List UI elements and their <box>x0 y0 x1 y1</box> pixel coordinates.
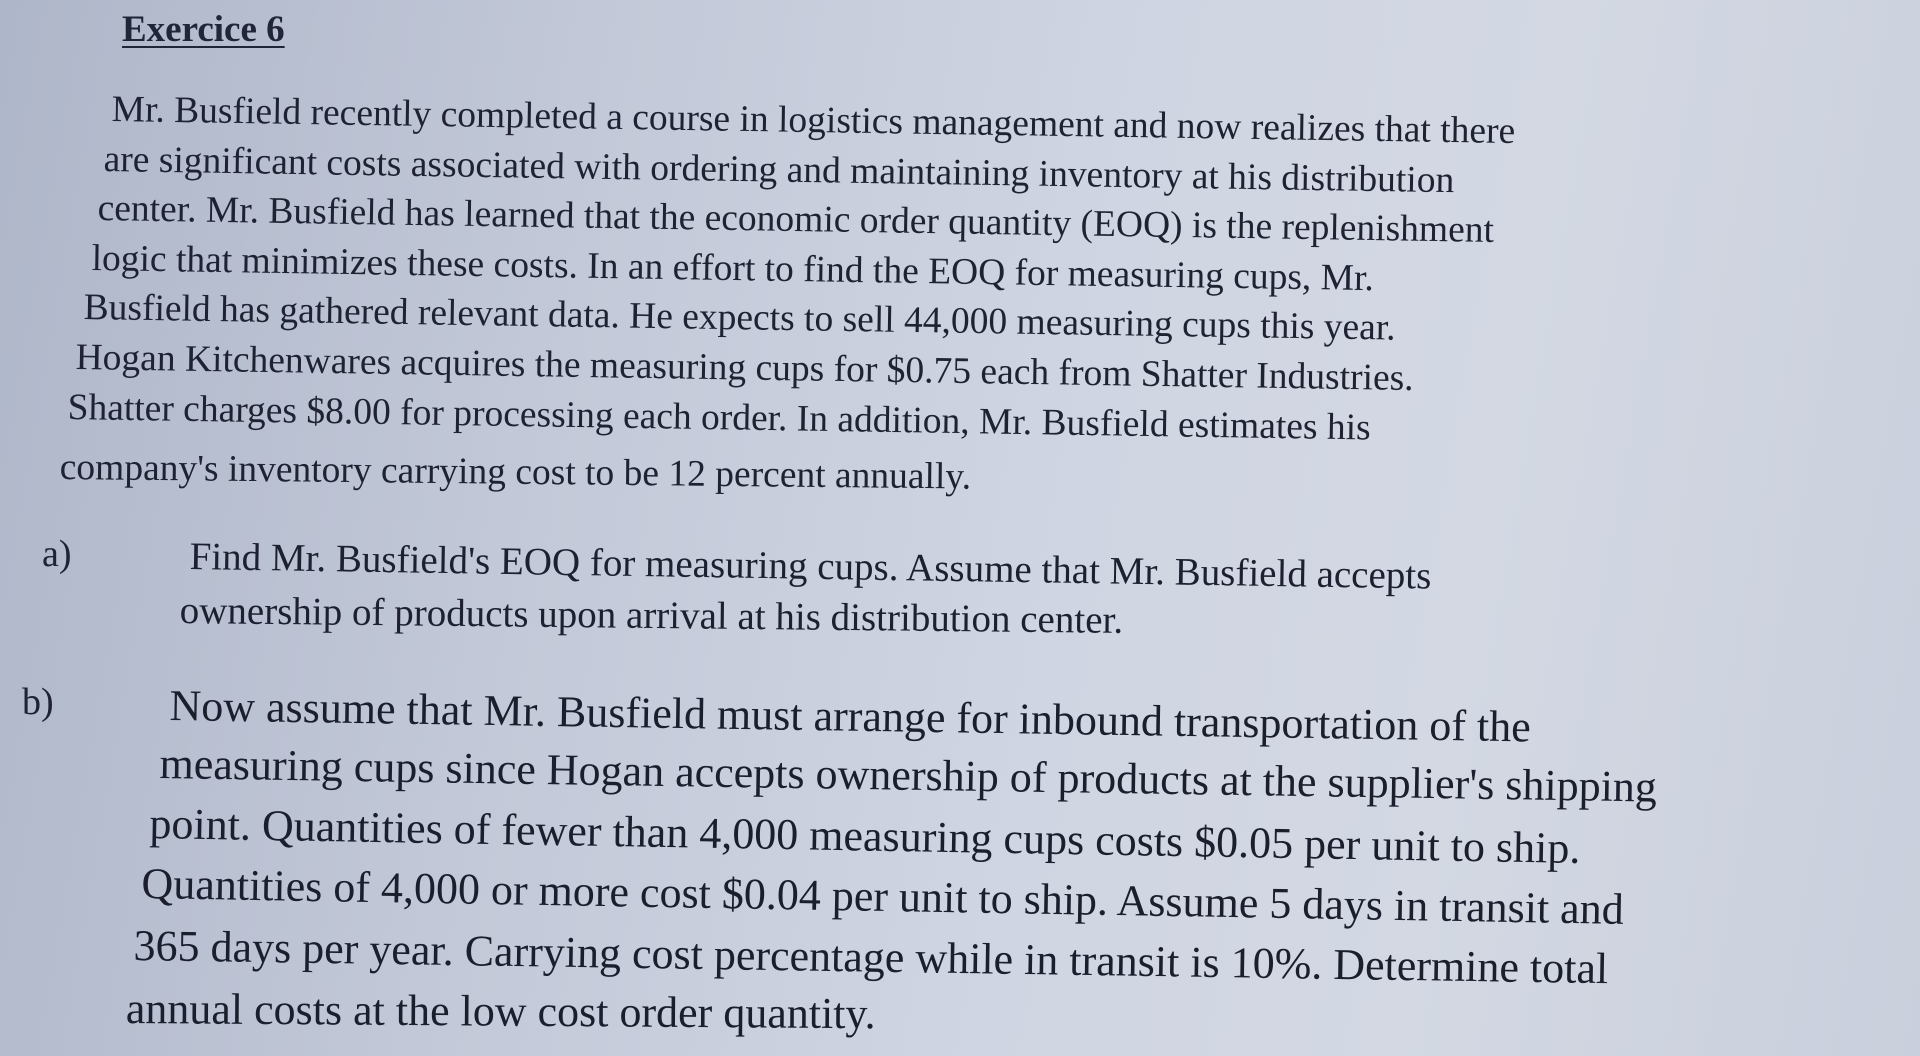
intro-line: Shatter charges $8.00 for processing each order. In addition, Mr. Busfield estimates his <box>67 386 1372 449</box>
question-b-line: 365 days per year. Carrying cost percentage while in transit is 10%. Determine total <box>133 920 1609 994</box>
question-b-line: annual costs at the low cost order quantity. <box>125 984 876 1039</box>
intro-line: center. Mr. Busfield has learned that the economic order quantity (EOQ) is the replenishment <box>97 187 1495 251</box>
exercise-title: Exercice 6 <box>122 9 285 50</box>
question-b-line: Quantities of 4,000 or more cost $0.04 per unit to ship. Assume 5 days in transit and <box>141 858 1625 934</box>
intro-line: are significant costs associated with ordering and maintaining inventory at his distribution <box>103 138 1455 202</box>
question-b-line: measuring cups since Hogan accepts ownership of products at the supplier's shipping <box>159 738 1658 812</box>
question-a-line: ownership of products upon arrival at his distribution center. <box>179 588 1124 642</box>
intro-line: logic that minimizes these costs. In an effort to find the EOQ for measuring cups, Mr. <box>91 237 1375 300</box>
intro-line: Hogan Kitchenwares acquires the measuring cups for $0.75 each from Shatter Industries. <box>75 336 1414 400</box>
question-a-line: Find Mr. Busfield's EOQ for measuring cups. Assume that Mr. Busfield accepts <box>189 534 1432 598</box>
question-b-line: Now assume that Mr. Busfield must arrange for inbound transportation of the <box>169 680 1532 752</box>
question-b-line: point. Quantities of fewer than 4,000 measuring cups costs $0.05 per unit to ship. <box>149 798 1581 873</box>
intro-line: company's inventory carrying cost to be 12 percent annually. <box>59 446 972 498</box>
question-b-marker: b) <box>22 681 54 723</box>
intro-line: Busfield has gathered relevant data. He expects to sell 44,000 measuring cups this year. <box>83 286 1396 349</box>
intro-line: Mr. Busfield recently completed a course in logistics management and now realizes that there <box>111 88 1516 153</box>
question-a-marker: a) <box>42 533 72 575</box>
